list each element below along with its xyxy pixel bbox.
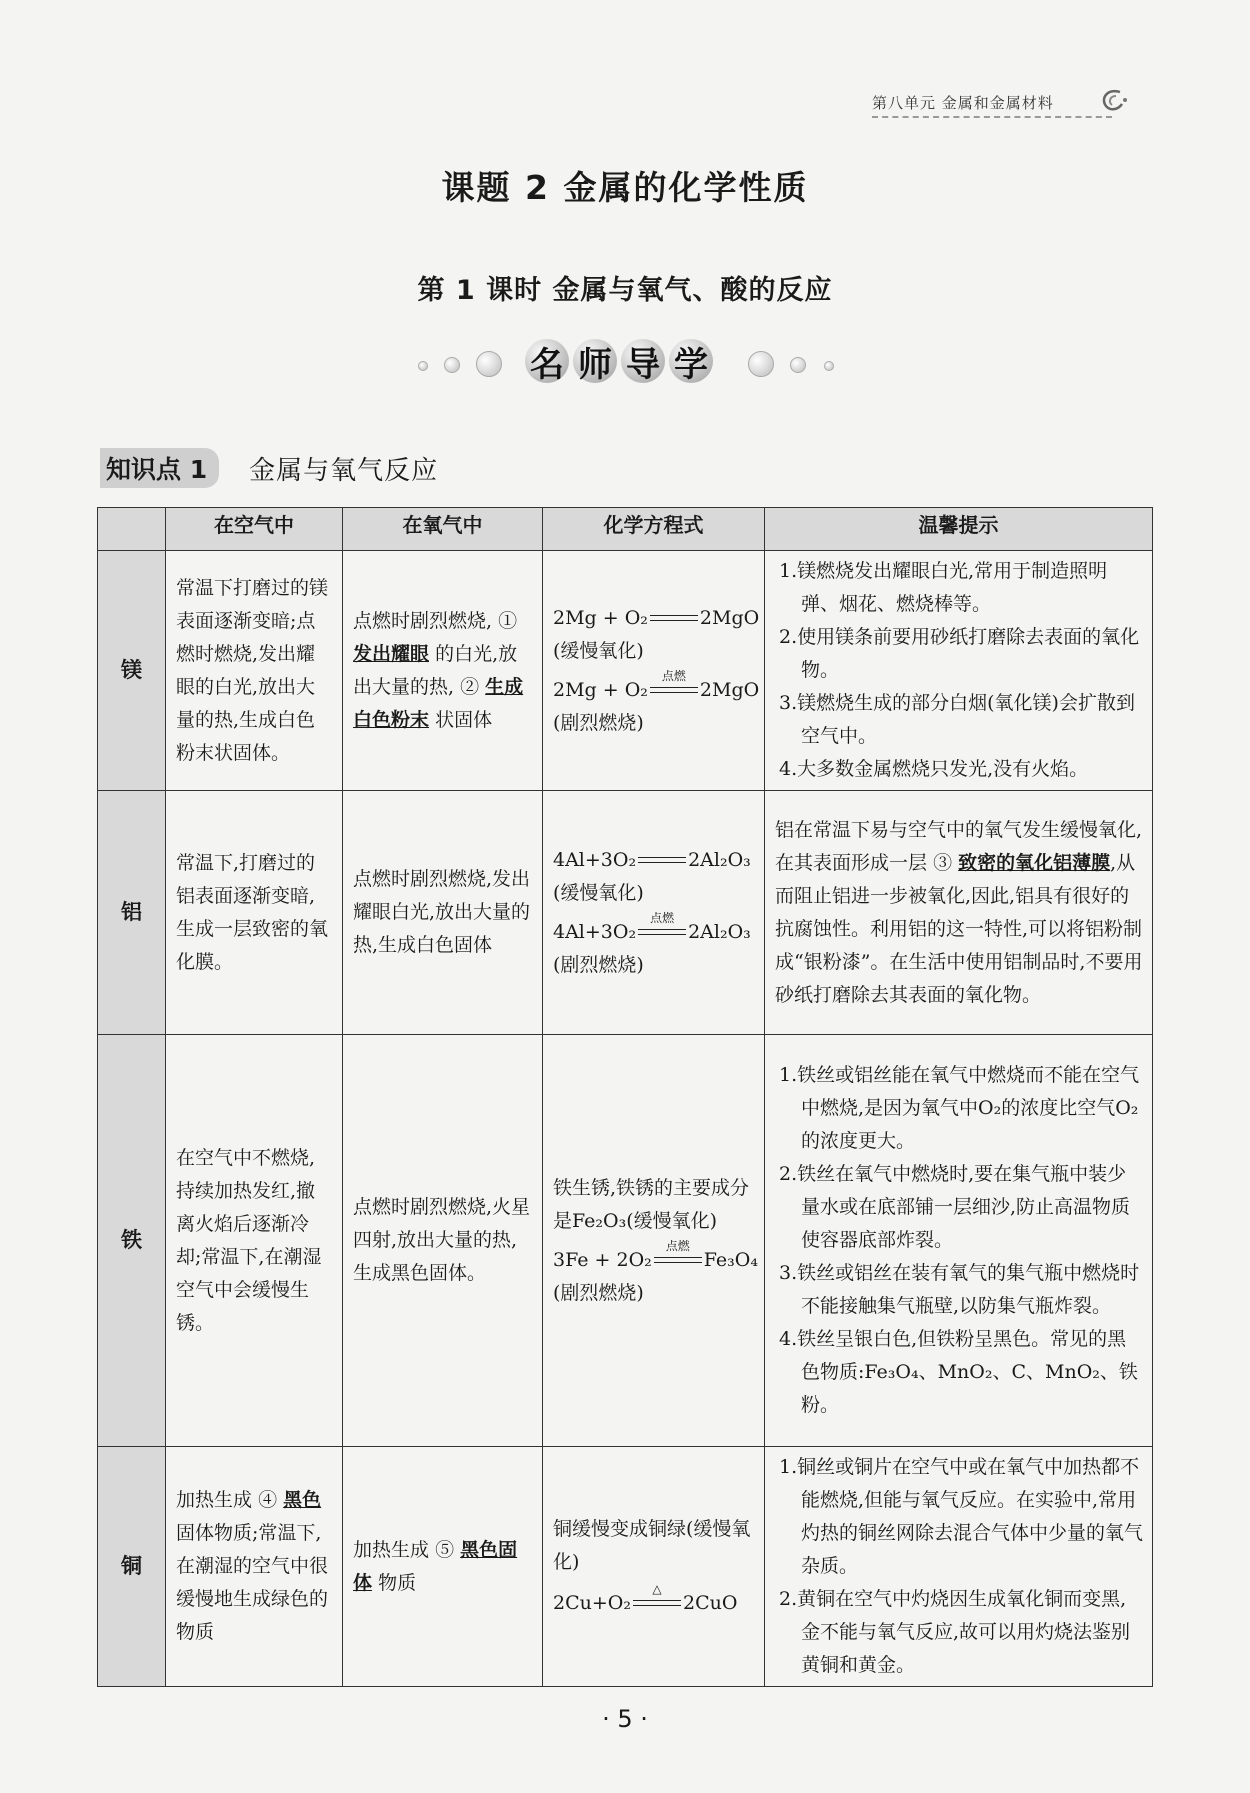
equation-right: 2CuO (682, 1592, 738, 1614)
tip-item: 3.镁燃烧生成的部分白烟(氧化镁)会扩散到空气中。 (779, 692, 1135, 747)
table-row-cu (98, 1447, 1153, 1687)
tip-item: 3.铁丝或铝丝在装有氧气的集气瓶中燃烧时不能接触集气瓶壁,以防集气瓶炸裂。 (779, 1262, 1140, 1317)
answer-blank-4: 黑色 (283, 1489, 322, 1511)
equation-right: 2Al₂O₃ (688, 848, 751, 871)
corner-cell (98, 508, 166, 551)
header-dashed-line (872, 116, 1112, 118)
metal-label: 铁 (98, 1035, 166, 1447)
equals-arrow (654, 1238, 702, 1268)
cu-tips-cell (765, 1447, 1153, 1687)
banner-dot (790, 357, 806, 373)
tip-item: 1.铜丝或铜片在空气中或在氧气中加热都不能燃烧,但能与氧气反应。在实验中,常用灼热的铜丝网除去混合气体中少量的氧气杂质。 (779, 1456, 1144, 1577)
equation (553, 602, 760, 635)
banner-dot (418, 361, 428, 371)
tip-item: 2.黄铜在空气中灼烧因生成氧化铜而变黑,金不能与氧气反应,故可以用灼烧法鉴别黄铜和黄金。 (779, 1588, 1131, 1676)
al-tips-cell (765, 791, 1153, 1035)
cu-air-text: 加热生成 (176, 1489, 253, 1511)
banner-char: 师 (573, 339, 617, 383)
banner-char: 学 (669, 339, 713, 383)
tip-item: 4.大多数金属燃烧只发光,没有火焰。 (779, 758, 1089, 780)
equation-note: (剧烈燃烧) (553, 1281, 644, 1304)
al-equation-cell (543, 791, 765, 1035)
cu-air-cell (166, 1447, 343, 1687)
cu-oxygen-cell (343, 1447, 543, 1687)
equation-right: Fe₃O₄ (703, 1248, 758, 1271)
equals-arrow (650, 612, 698, 626)
cu-equation-cell (543, 1447, 765, 1687)
answer-blank-3: 致密的氧化铝薄膜 (958, 851, 1111, 874)
equals-arrow (633, 1582, 681, 1611)
tip-item: 2.铁丝在氧气中燃烧时,要在集气瓶中装少量水或在底部铺一层细沙,防止高温物质使容器底部炸裂。 (779, 1163, 1131, 1251)
tip-item: 1.铁丝或铝丝能在氧气中燃烧而不能在空气中燃烧,是因为氧气中O₂的浓度比空气O₂的浓度更大。 (779, 1064, 1140, 1152)
tip-item: 4.铁丝呈银白色,但铁粉呈黑色。常见的黑色物质:Fe₃O₄、MnO₂、C、MnO₂、铁粉。 (779, 1328, 1138, 1416)
equation-left: 3Fe + 2O₂ (553, 1248, 652, 1271)
mg-air-cell: 常温下打磨过的镁表面逐渐变暗;点燃时燃烧,发出耀眼的白光,放出大量的热,生成白色粉末状固体。 (166, 551, 343, 791)
mg-oxygen-cell (343, 551, 543, 791)
equation-left: 2Cu+O₂ (553, 1592, 631, 1614)
cu-oxygen-text: 物质 (378, 1571, 417, 1594)
equation (553, 668, 760, 707)
equation-text: 铜缓慢变成铜绿(缓慢氧化) (553, 1518, 751, 1573)
al-tip-text: 铝在常温下易与空气中的氧气发生缓慢氧化,在其表面形成一层 (775, 818, 1143, 874)
mg-oxygen-text: 点燃时剧烈燃烧, (353, 609, 493, 632)
column-header: 在氧气中 (343, 508, 543, 551)
banner-dot (444, 357, 460, 373)
lesson-title: 课题 2 金属的化学性质 (441, 168, 809, 207)
table-header-row (98, 508, 1153, 551)
equation-text: 铁生锈,铁锈的主要成分是Fe₂O₃(缓慢氧化) (553, 1176, 750, 1232)
mg-equation-cell (543, 551, 765, 791)
blank-number: ④ (258, 1489, 278, 1511)
column-header: 在空气中 (166, 508, 343, 551)
reaction-condition: 点燃 (665, 1238, 690, 1253)
cu-oxygen-text: 加热生成 (353, 1538, 430, 1561)
fe-air-cell: 在空气中不燃烧,持续加热发红,撤离火焰后逐渐冷却;常温下,在潮湿空气中会缓慢生锈。 (166, 1035, 343, 1447)
mg-tips-cell (765, 551, 1153, 791)
knowledge-point-name: 金属与氧气反应 (249, 455, 439, 486)
section-banner (410, 335, 850, 395)
lesson-subtitle: 第 1 课时 金属与氧气、酸的反应 (417, 275, 833, 306)
al-air-cell: 常温下,打磨过的铝表面逐渐变暗,生成一层致密的氧化膜。 (166, 791, 343, 1035)
equation-right: 2MgO (699, 678, 760, 701)
reaction-condition: △ (652, 1582, 662, 1596)
equation-note: (缓慢氧化) (553, 881, 644, 904)
equation (553, 1238, 758, 1277)
equation-note: (剧烈燃烧) (553, 711, 644, 734)
tip-item: 2.使用镁条前要用砂纸打磨除去表面的氧化物。 (779, 626, 1140, 681)
header-text: 第八单元 金属和金属材料 (872, 94, 1054, 112)
equation-note: (缓慢氧化) (553, 639, 644, 662)
al-oxygen-cell: 点燃时剧烈燃烧,发出耀眼白光,放出大量的热,生成白色固体 (343, 791, 543, 1035)
equation (553, 910, 756, 949)
blank-number: ③ (933, 851, 953, 874)
answer-blank-1: 发出耀眼 (353, 642, 430, 665)
al-tip-text: ,从而阻止铝进一步被氧化,因此,铝具有很好的抗腐蚀性。利用铝的这一特性,可以将铝粉制成“银粉漆”。在生活中使用铝制品时,不要用砂纸打磨除去其表面的氧化物。 (775, 851, 1143, 1006)
banner-dot (476, 351, 502, 377)
equals-arrow (638, 910, 686, 940)
page-header (872, 88, 1122, 124)
page-number: · 5 · (602, 1705, 648, 1733)
equation (553, 1582, 756, 1620)
equation-left: 2Mg + O₂ (553, 606, 648, 629)
banner-char: 导 (621, 339, 665, 383)
equation (553, 844, 756, 877)
mg-oxygen-text: 的白光,放出大量的热, (353, 642, 518, 698)
equals-arrow (638, 854, 686, 868)
blank-number: ⑤ (435, 1538, 455, 1561)
column-header: 温馨提示 (765, 508, 1153, 551)
reaction-condition: 点燃 (661, 668, 686, 683)
mg-oxygen-text: 状固体 (435, 708, 493, 731)
metal-label: 铜 (98, 1447, 166, 1687)
fe-equation-cell (543, 1035, 765, 1447)
reaction-condition: 点燃 (650, 910, 675, 925)
table-row-mg (98, 551, 1153, 791)
equation-right: 2Al₂O₃ (688, 920, 751, 943)
blank-number: ② (460, 675, 480, 698)
equation-right: 2MgO (699, 606, 760, 629)
equals-arrow (650, 668, 698, 698)
equation-left: 2Mg + O₂ (553, 678, 648, 701)
swirl-icon (1098, 88, 1128, 112)
answer-blank-2: 生成白色粉末 (353, 675, 524, 731)
answer-blank-5: 黑色固体 (353, 1538, 518, 1594)
equation-note: (剧烈燃烧) (553, 953, 644, 976)
metal-label: 铝 (98, 791, 166, 1035)
fe-tips-cell (765, 1035, 1153, 1447)
column-header: 化学方程式 (543, 508, 765, 551)
equation-left: 4Al+3O₂ (553, 848, 637, 871)
tip-item: 1.镁燃烧发出耀眼白光,常用于制造照明弹、烟花、燃烧棒等。 (779, 560, 1108, 615)
knowledge-point-tag: 知识点 1 (100, 448, 219, 488)
banner-char: 名 (525, 339, 569, 383)
table-row-fe (98, 1035, 1153, 1447)
knowledge-point-heading (100, 448, 438, 488)
cu-air-text: 固体物质;常温下,在潮湿的空气中很缓慢地生成绿色的物质 (176, 1522, 329, 1643)
banner-dot (748, 351, 774, 377)
table-row-al (98, 791, 1153, 1035)
metal-label: 镁 (98, 551, 166, 791)
fe-oxygen-cell: 点燃时剧烈燃烧,火星四射,放出大量的热,生成黑色固体。 (343, 1035, 543, 1447)
banner-dot (824, 361, 834, 371)
equation-left: 4Al+3O₂ (553, 920, 637, 943)
metal-oxygen-table (97, 507, 1153, 1687)
blank-number: ① (498, 609, 518, 632)
